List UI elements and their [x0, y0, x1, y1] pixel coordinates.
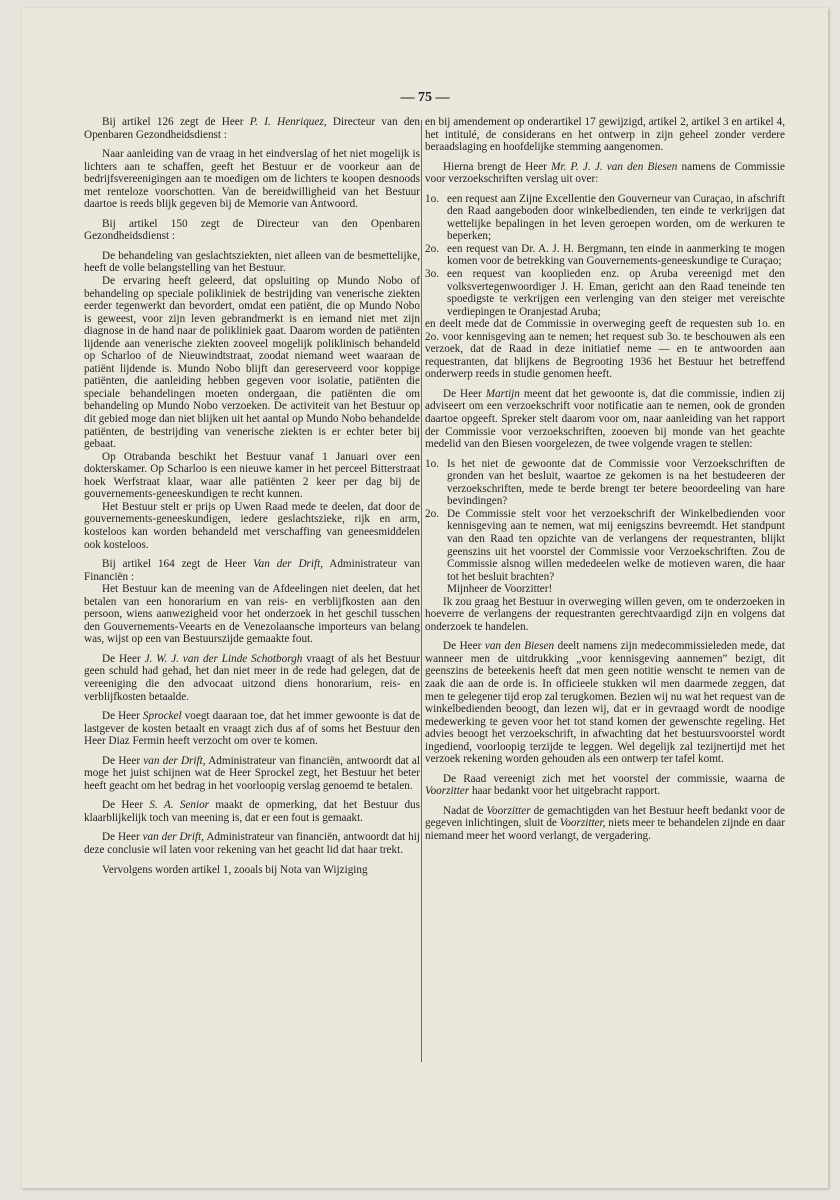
request-number: 3o.	[425, 268, 439, 281]
raad-paragraph	[425, 773, 785, 798]
italic-name: Martijn	[485, 387, 520, 400]
document-page	[22, 8, 828, 1188]
voorzitter-address: Mijnheer de Voorzitter!	[447, 583, 553, 596]
request-text: een request aan Zijne Excellentie den Gouverneur van Curaçao, in afschrift den Raad aangeboden door winkelbedienden, ten einde te verkrijgen dat wettelijke bepalingen in het leven geroepen worden, om de werkuren te beperken;	[447, 192, 785, 243]
text-run: De ervaring heeft geleerd, dat opsluiting op Mundo Nobo of behandeling op speciale polikliniek de bestrijding van venerische ziekten eerder tegenwerkt dan bevordert, omdat een patiënt, die op Mundo Nobo is geweest, voor zijn leven gebrandmerkt is en iemand niet met zijn diagnose in de hand naar de polikliniek gaat. Daarom worden de patiënten lijdende aan venerische ziekten zooveel mogelijk poliklinisch behandeld op Scharloo of de Nieuwindtstraat, zoodat niemand weet waaraan de patiënt lijdende is. Mundo Nobo blijft dan gereserveerd voor koppige patiënten, die aanleiding hebben gegeven voor isolatie, patiënten die speciale behandelingen moeten ondergaan, die patiënten die om behandeling op Mundo Nobo verzoeken. De activiteit van het Bestuur op dit gebied moge dan niet blijken uit het aantal op Mundo Nobo behandelde patiënten, de bestrijding van venerische ziekten is er echter beter bij gebaat.	[84, 275, 420, 451]
left-paragraph	[84, 116, 420, 141]
biesen-report-paragraph	[425, 161, 785, 186]
intro-paragraph: en bij amendement op onderartikel 17 gewijzigd, artikel 2, artikel 3 en artikel 4, het intitulé, de considerans en het ontwerp in zijn geheel zonder verdere beraadslaging en hoofdelijke stemming aangenomen.	[425, 116, 785, 154]
left-paragraph	[84, 250, 420, 275]
italic-name: van der Drift,	[142, 831, 205, 844]
text-run: Het Bestuur kan de meening van de Afdeelingen niet deelen, dat het betalen van een honorarium en van reis- en verblijfkosten aan den persoon, wiens aanwezigheid voor het onderzoek in het geschil tusschen den Gouvernements-Veearts en de Venezolaansche importeurs van belang was, wijst op een van Bestuurszijde gemaakte fout.	[84, 583, 420, 646]
text-run: voegt daaraan toe, dat het immer gewoonte is dat de lastgever de kosten betaalt en vraagt zich dus af of soms het Bestuur den Heer Diaz Fermin heeft verzocht om over te komen.	[84, 710, 420, 748]
left-paragraph	[84, 799, 420, 824]
text-run: De behandeling van geslachtsziekten, niet alleen van de besmettelijke, heeft de volle belangstelling van het Bestuur.	[84, 249, 420, 275]
italic-name: Voorzitter	[425, 785, 470, 798]
text-run: Nadat de	[443, 804, 487, 817]
text-run: De Heer	[102, 799, 150, 812]
left-paragraph	[84, 558, 420, 583]
martijn-paragraph	[425, 388, 785, 451]
text-run: Bij artikel 164 zegt de Heer	[102, 558, 254, 571]
text-run: De Heer	[443, 387, 486, 400]
left-column	[84, 116, 420, 883]
text-run: De Heer	[102, 710, 143, 723]
left-paragraph	[84, 864, 420, 877]
text-run: De Heer	[102, 652, 145, 665]
commission-advice-paragraph: en deelt mede dat de Commissie in overweging geeft de requesten sub 1o. en 2o. voor kennisgeving aan te nemen; het request sub 3o. te beschouwen als een verzoek, dat de Raad in deze initiatief neme — en te antwoorden aan requestranten, dat blijkens de Begrooting 1936 het Bestuur het betreffend onderwerp reeds in studie genomen heeft.	[425, 318, 785, 381]
question-text: De Commissie stelt voor het verzoekschrift der Winkelbedienden voor kennisgeving aan te nemen, wat mij eenigszins bevreemdt. Het standpunt van den Raad ten opzichte van de verlangens der requestranten, blijkt geenszins uit het voorstel der Commissie voor Verzoekschriften. Zou de Commissie alsnog willen mededeelen welke de motieven waren, die haar tot het besluit brachten?	[447, 507, 785, 583]
left-paragraph	[84, 451, 420, 501]
left-paragraph	[84, 218, 420, 243]
text-run: meent dat het gewoonte is, dat die commissie, indien zij adviseert om een verzoekschrift voor notificatie aan te nemen, ook de gronden daartoe opgeeft. Spreker stelt daarom voor om, naar aanleiding van het rapport der Commissie voor verzoekschriften, zooeven bij monde van het geachte medelid van den Biesen voorgelezen, de twee volgende vragen te stellen:	[425, 387, 786, 451]
italic-name: van den Biesen	[484, 640, 555, 653]
text-run: namens de Commissie voor verzoekschriften verslag uit over:	[425, 160, 785, 186]
left-paragraph	[84, 501, 420, 551]
column-divider	[421, 120, 422, 1062]
left-paragraph	[84, 831, 420, 856]
text-run: Vervolgens worden artikel 1, zooals bij Nota van Wijziging	[102, 863, 368, 876]
question-number: 1o.	[425, 457, 439, 470]
question-number: 2o.	[425, 507, 439, 520]
text-run: maakt de opmerking, dat het Bestuur dus klaarblijkelijk toch van meening is, dat er een fout is gemaakt.	[84, 799, 420, 824]
text-run: Bij artikel 150 zegt de Directeur van den Openbaren Gezondheidsdienst :	[84, 217, 420, 243]
left-paragraph	[84, 148, 420, 211]
text-run: vraagt of als het Bestuur geen schuld had gehad, het dan niet meer in de rede had gelegen, dat de vereeniging die den advocaat uitzond diens honorarium, reis- en verblijfkosten betaalde.	[84, 652, 420, 703]
left-paragraph	[84, 755, 420, 793]
text-run: Bij artikel 126 zegt de Heer	[102, 116, 250, 128]
italic-name: P. I. Henriquez,	[249, 116, 327, 128]
request-list	[425, 193, 785, 318]
left-paragraph	[84, 653, 420, 703]
text-run: Het Bestuur stelt er prijs op Uwen Raad mede te deelen, dat door de gouvernements-geneeskundigen, iedere geslachtszieke, rijk en arm, kosteloos kan worden behandeld met verschaffing van geneesmiddelen ook kosteloos.	[84, 500, 420, 551]
right-column	[425, 116, 785, 850]
text-run: De Heer	[443, 640, 485, 653]
request-text: een request van kooplieden enz. op Aruba vereenigd met den volksvertegenwoordiger J. H. Eman, gericht aan den Raad teneinde ten spoedigste te verkrijgen een verlenging van den steiger met vereischte verdiepingen te Oranjestad Aruba;	[447, 268, 785, 318]
text-run: Op Otrabanda beschikt het Bestuur vanaf 1 Januari over een dokterskamer. Op Scharloo is een nieuwe kamer in het perceel Bitterstraat hoek Werfstraat klaar, waar alle patiënten 2 keer per dag bij de gouvernements-geneeskundigen te recht kunnen.	[84, 450, 420, 501]
italic-name: Mr. P. J. J. van den Biesen	[551, 160, 678, 173]
left-paragraph	[84, 275, 420, 451]
text-run: Administrateur van financiën, antwoordt dat al moge het juist schijnen wat de Heer Sprockel zegt, het Bestuur het beter heeft geacht om het bedrag in het voorloopig verslag genoemd te betalen.	[84, 754, 420, 792]
italic-name: S. A. Senior	[149, 799, 210, 812]
italic-name: Van der Drift,	[253, 558, 324, 571]
left-paragraph	[84, 710, 420, 748]
request-text: een request van Dr. A. J. H. Bergmann, ten einde in aanmerking te mogen komen voor de betrekking van Gouvernements-geneeskundige te Curaçao;	[447, 242, 785, 268]
text-run: haar bedankt voor het uitgebracht rapport.	[469, 785, 661, 798]
italic-name: van der Drift,	[143, 754, 206, 767]
text-run: Directeur van den Openbaren Gezondheidsdienst :	[84, 116, 420, 141]
text-run: Hierna brengt de Heer	[443, 160, 552, 173]
text-run: niets meer te behandelen zijnde en daar niemand meer het woord verlangt, de vergadering.	[425, 817, 785, 842]
italic-name: J. W. J. van der Linde Schotborgh	[144, 652, 303, 665]
page-number: — 75 —	[400, 90, 450, 105]
text-run: De Raad vereenigt zich met het voorstel der commissie, waarna de	[443, 772, 785, 785]
request-number: 1o.	[425, 192, 439, 205]
biesen-reply-paragraph	[425, 640, 785, 765]
closing-paragraph	[425, 805, 785, 843]
text-run: Naar aanleiding van de vraag in het eindverslag of het niet mogelijk is lichters aan te schaffen, geeft het Bestuur er de voorkeur aan de bedrijfsvereenigingen aan te moedigen om de lichters te koopen desnoods met renteloze voorschotten. Van de bereidwilligheid van het Bestuur daartoe is reeds blijk gegeven bij de Memorie van Antwoord.	[84, 148, 420, 211]
question-list	[425, 458, 785, 583]
request-item	[425, 193, 785, 243]
text-run: Administrateur van financiën, antwoordt dat hij deze conclusie wil laten voor rekening van het geacht lid dat haar trekt.	[84, 831, 420, 856]
request-item	[425, 243, 785, 268]
italic-name: Voorzitter,	[559, 817, 606, 830]
left-paragraph	[84, 583, 420, 646]
question-item	[425, 458, 785, 508]
text-run: de gemachtigden van het Bestuur heeft bedankt voor de gegeven inlichtingen, sluit de	[425, 804, 785, 830]
question-text: Is het niet de gewoonte dat de Commissie voor Verzoekschriften de gronden van het besluit, waartoe ze gekomen is na het bestudeeren der verzoekschriften, mede te berde brengt ter betere beoordeeling van hare bevindingen?	[447, 457, 785, 508]
ik-zou-paragraph: Ik zou graag het Bestuur in overweging willen geven, om te onderzoeken in hoeverre de verlangens der requestranten gerechtvaardigd zijn en volgens dat onderzoek te handelen.	[425, 595, 785, 633]
text-run: deelt namens zijn medecommissieleden mede, dat wanneer men de uitdrukking „voor kennisgeving aannemen” bezigt, dit geenszins de beteekenis heeft dat men geen notitie wenscht te nemen van de zaak die aan de orde is. In officieele stukken wil men daarmede zeggen, dat men te gelegener tijd erop zal terugkomen. Bezien wij nu wat het request van de winkelbedienden beoogt, dan lezen wij, dat er in gevraagd wordt de noodige medewerking te geven voor het tot stand komen der gewenschte regeling. Het advies beoogt het verzoekschrift, in afwachting dat het bestuursvoorstel wordt ingediend, voorloopig terzijde te leggen. Wel degelijk zal tezijnertijd met het verzoek rekening worden gehouden als een ontwerp ter tafel komt.	[425, 640, 785, 766]
question-item	[425, 508, 785, 583]
request-item	[425, 268, 785, 318]
italic-name: Voorzitter	[486, 804, 531, 817]
text-run: Administrateur van Financiën :	[84, 558, 420, 583]
text-run: De Heer	[102, 831, 143, 844]
request-number: 2o.	[425, 242, 439, 255]
italic-name: Sprockel	[142, 710, 182, 723]
text-run: De Heer	[102, 754, 144, 767]
